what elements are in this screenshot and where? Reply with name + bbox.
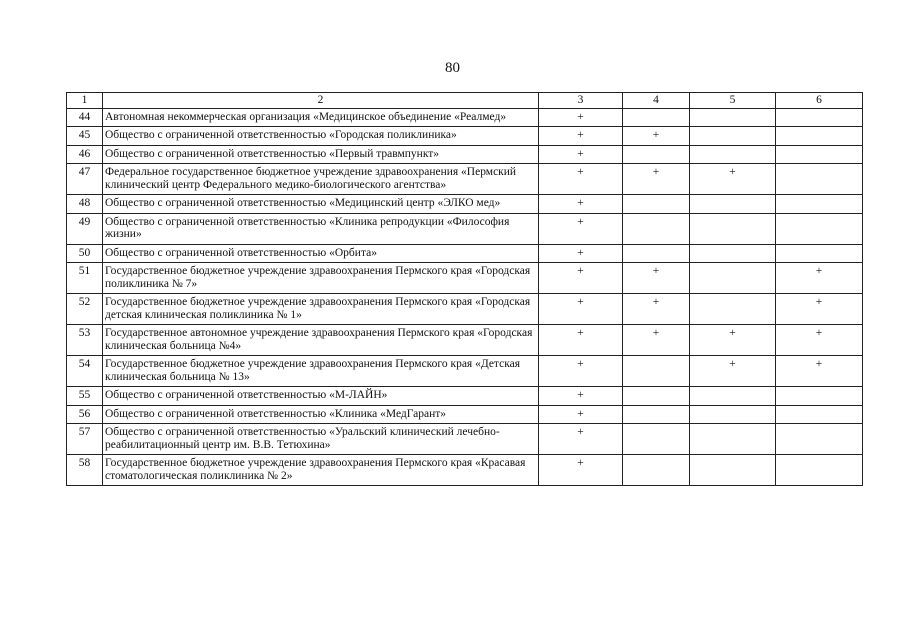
organization-name: Федеральное государственное бюджетное учреждение здравоохранения «Пермский клинический центр Федерального медико-биологического агентства» [103,164,539,195]
mark-col-6 [776,244,863,263]
mark-col-6 [776,405,863,424]
table-row [67,164,863,195]
row-number: 46 [67,145,103,164]
mark-col-4 [623,213,690,244]
mark-col-3: + [539,164,623,195]
row-number: 50 [67,244,103,263]
mark-col-6 [776,424,863,455]
table-row [67,108,863,127]
mark-col-6: + [776,294,863,325]
mark-col-5 [690,424,776,455]
mark-col-5 [690,294,776,325]
mark-col-6 [776,145,863,164]
mark-col-3: + [539,145,623,164]
column-header-2: 2 [103,93,539,109]
organization-name: Общество с ограниченной ответственностью «М-ЛАЙН» [103,387,539,406]
row-number: 47 [67,164,103,195]
table-row [67,424,863,455]
mark-col-4 [623,424,690,455]
mark-col-5 [690,195,776,214]
mark-col-3: + [539,108,623,127]
organization-name: Государственное бюджетное учреждение здравоохранения Пермского края «Городская поликлиника № 7» [103,263,539,294]
mark-col-5 [690,108,776,127]
mark-col-4: + [623,164,690,195]
row-number: 55 [67,387,103,406]
mark-col-3: + [539,325,623,356]
mark-col-6: + [776,325,863,356]
column-header-5: 5 [690,93,776,109]
organization-name: Общество с ограниченной ответственностью «Медицинский центр «ЭЛКО мед» [103,195,539,214]
organization-name: Государственное автономное учреждение здравоохранения Пермского края «Городская клиническая больница №4» [103,325,539,356]
mark-col-4 [623,145,690,164]
mark-col-4 [623,387,690,406]
table-row [67,325,863,356]
mark-col-6 [776,127,863,146]
mark-col-5 [690,213,776,244]
mark-col-4: + [623,263,690,294]
table-row [67,387,863,406]
mark-col-6: + [776,263,863,294]
organization-name: Государственное бюджетное учреждение здравоохранения Пермского края «Детская клиническая больница № 13» [103,356,539,387]
column-header-4: 4 [623,93,690,109]
column-header-1: 1 [67,93,103,109]
row-number: 49 [67,213,103,244]
table-row [67,213,863,244]
mark-col-3: + [539,213,623,244]
row-number: 54 [67,356,103,387]
table-row [67,356,863,387]
mark-col-6 [776,387,863,406]
mark-col-3: + [539,405,623,424]
page-number: 80 [445,60,460,76]
row-number: 53 [67,325,103,356]
row-number: 48 [67,195,103,214]
mark-col-3: + [539,244,623,263]
mark-col-5 [690,244,776,263]
organization-name: Автономная некоммерческая организация «Медицинское объединение «Реалмед» [103,108,539,127]
mark-col-6: + [776,356,863,387]
mark-col-5: + [690,325,776,356]
mark-col-5 [690,145,776,164]
mark-col-6 [776,455,863,486]
row-number: 45 [67,127,103,146]
organization-name: Государственное бюджетное учреждение здравоохранения Пермского края «Городская детская клиническая поликлиника № 1» [103,294,539,325]
table-row [67,195,863,214]
mark-col-4 [623,244,690,263]
organization-name: Государственное бюджетное учреждение здравоохранения Пермского края «Красавая стоматологическая поликлиника № 2» [103,455,539,486]
mark-col-6 [776,195,863,214]
mark-col-4 [623,455,690,486]
table-row [67,244,863,263]
mark-col-4 [623,405,690,424]
mark-col-4: + [623,294,690,325]
mark-col-3: + [539,455,623,486]
column-header-6: 6 [776,93,863,109]
mark-col-3: + [539,424,623,455]
mark-col-4 [623,108,690,127]
table-row [67,455,863,486]
table-row [67,127,863,146]
organization-name: Общество с ограниченной ответственностью «Орбита» [103,244,539,263]
row-number: 51 [67,263,103,294]
table-row [67,145,863,164]
mark-col-4: + [623,325,690,356]
column-header-3: 3 [539,93,623,109]
mark-col-3: + [539,127,623,146]
table-row [67,263,863,294]
mark-col-4 [623,356,690,387]
mark-col-5: + [690,356,776,387]
table-header-row [67,93,863,109]
mark-col-3: + [539,356,623,387]
table-row [67,405,863,424]
mark-col-5 [690,405,776,424]
organization-name: Общество с ограниченной ответственностью «Уральский клинический лечебно-реабилитационный центр им. В.В. Тетюхина» [103,424,539,455]
organization-name: Общество с ограниченной ответственностью «Клиника «МедГарант» [103,405,539,424]
organization-name: Общество с ограниченной ответственностью «Городская поликлиника» [103,127,539,146]
row-number: 52 [67,294,103,325]
mark-col-3: + [539,387,623,406]
row-number: 58 [67,455,103,486]
row-number: 57 [67,424,103,455]
mark-col-5 [690,387,776,406]
row-number: 56 [67,405,103,424]
mark-col-6 [776,213,863,244]
organization-name: Общество с ограниченной ответственностью «Клиника репродукции «Философия жизни» [103,213,539,244]
mark-col-3: + [539,263,623,294]
mark-col-5 [690,263,776,294]
registry-table [66,92,863,486]
mark-col-4 [623,195,690,214]
mark-col-4: + [623,127,690,146]
mark-col-6 [776,108,863,127]
mark-col-6 [776,164,863,195]
mark-col-5: + [690,164,776,195]
table-body [67,108,863,486]
organization-name: Общество с ограниченной ответственностью «Первый травмпункт» [103,145,539,164]
table-row [67,294,863,325]
row-number: 44 [67,108,103,127]
mark-col-5 [690,455,776,486]
mark-col-3: + [539,195,623,214]
mark-col-3: + [539,294,623,325]
mark-col-5 [690,127,776,146]
